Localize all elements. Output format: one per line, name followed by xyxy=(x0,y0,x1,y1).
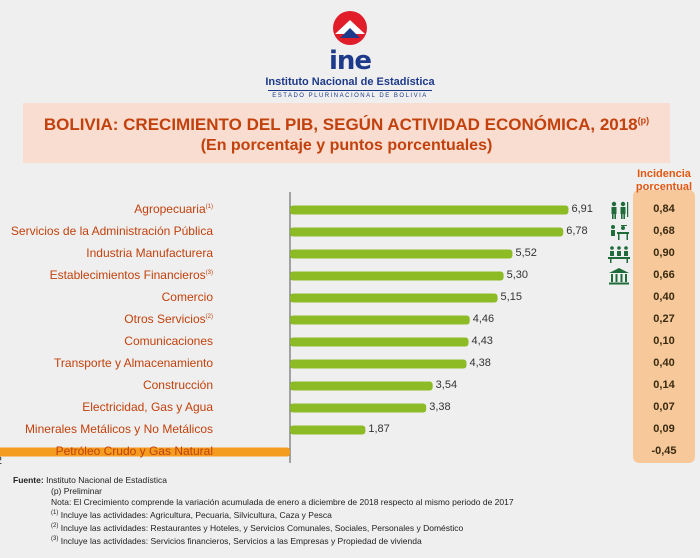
footnote-2 xyxy=(13,521,693,534)
category-label-text: Industria Manufacturera xyxy=(86,246,213,260)
incidence-value: 0,14 xyxy=(653,379,675,391)
footnote-2-text: Incluye las actividades: Restaurantes y Hoteles, y Servicios Comunales, Sociales, Personales y Doméstico xyxy=(60,522,464,533)
category-label-text: Agropecuaria xyxy=(134,202,206,216)
footnote-1-mark: (1) xyxy=(51,510,59,516)
category-label xyxy=(134,202,213,216)
data-label: 6,78 xyxy=(566,225,588,237)
category-label xyxy=(56,444,213,458)
category-label-text: Petróleo Crudo y Gas Natural xyxy=(55,444,213,458)
preliminary-note: (p) Preliminar xyxy=(51,486,103,496)
bar xyxy=(290,228,563,237)
incidence-value: 0,40 xyxy=(653,357,675,369)
factory-workers-icon xyxy=(608,245,630,263)
category-footnote-mark: (1) xyxy=(205,204,213,210)
incidence-value: 0,66 xyxy=(653,269,675,281)
bar xyxy=(290,360,467,369)
footnote-3-text: Incluye las actividades: Servicios financieros, Servicios a las Empresas y Propiedad de vivienda xyxy=(60,535,422,546)
incidence-value: 0,09 xyxy=(653,423,675,435)
data-label: 4,43 xyxy=(471,335,493,347)
source-text: Instituto Nacional de Estadística xyxy=(46,475,168,485)
farmers-icon xyxy=(608,201,630,219)
source-label: Fuente: xyxy=(13,475,44,485)
footnote-3 xyxy=(13,534,693,547)
bar xyxy=(290,294,498,303)
logo-text: ine xyxy=(328,46,372,76)
footnote-3-mark: (3) xyxy=(51,535,59,542)
incidence-value: 0,90 xyxy=(653,247,675,259)
category-label-text: Otros Servicios xyxy=(124,312,206,326)
bar xyxy=(290,382,433,391)
public-admin-icon xyxy=(608,223,630,241)
bar xyxy=(290,206,568,215)
data-label: 1,87 xyxy=(368,423,390,435)
data-label xyxy=(0,455,2,467)
state-name: ESTADO PLURINACIONAL DE BOLIVIA xyxy=(272,93,428,99)
bar xyxy=(290,250,512,259)
chart-title-sup: (p) xyxy=(637,115,650,126)
footnote-2-mark: (2) xyxy=(51,522,59,529)
data-label: 5,30 xyxy=(506,269,528,281)
category-label-text: Transporte y Almacenamiento xyxy=(54,356,213,370)
chart-title-text: BOLIVIA: CRECIMIENTO DEL PIB, SEGÚN ACTIVIDAD ECONÓMICA, 2018 xyxy=(43,115,638,134)
data-label: 3,54 xyxy=(435,379,458,391)
bar xyxy=(290,272,504,281)
data-label: 3,38 xyxy=(429,401,451,413)
chart-subtitle: (En porcentaje y puntos porcentuales) xyxy=(200,137,493,154)
category-footnote-mark: (2) xyxy=(205,314,213,320)
category-label xyxy=(25,422,213,436)
category-label-text: Comunicaciones xyxy=(124,334,213,348)
source-line xyxy=(13,475,693,486)
incidence-value: 0,68 xyxy=(653,225,675,237)
footnote-1 xyxy=(13,508,693,521)
category-label xyxy=(50,268,213,282)
bar xyxy=(290,316,470,325)
category-footnote-mark: (3) xyxy=(205,270,213,276)
bar xyxy=(290,338,469,347)
category-label-text: Servicios de la Administración Pública xyxy=(10,224,213,238)
data-label: 5,15 xyxy=(500,291,522,303)
data-label: 6,91 xyxy=(571,203,593,215)
data-label: 5,52 xyxy=(515,247,537,259)
category-label-text: Electricidad, Gas y Agua xyxy=(82,400,213,414)
footnote-1-text: Incluye las actividades: Agricultura, Pecuaria, Silvicultura, Caza y Pesca xyxy=(60,509,332,520)
category-label-text: Minerales Metálicos y No Metálicos xyxy=(24,422,213,436)
bar xyxy=(290,426,365,435)
growth-note: Nota: El Crecimiento comprende la variación acumulada de enero a diciembre de 2018 respecto al mismo periodo de 2017 xyxy=(51,497,514,507)
incidence-header: Incidencia porcentual xyxy=(635,168,693,193)
category-label xyxy=(124,334,213,348)
category-label-text: Comercio xyxy=(161,290,213,304)
category-label xyxy=(86,246,213,260)
footnotes xyxy=(13,475,693,546)
category-label xyxy=(124,312,213,326)
category-label xyxy=(11,224,213,238)
category-label xyxy=(162,290,213,304)
incidence-value: 0,84 xyxy=(653,203,675,215)
incidence-value: 0,27 xyxy=(653,313,675,325)
bank-icon xyxy=(608,267,630,285)
category-label-text: Construcción xyxy=(142,378,213,392)
incidence-value: 0,07 xyxy=(653,401,675,413)
category-label xyxy=(143,378,213,392)
incidence-value: 0,10 xyxy=(653,335,675,347)
bar xyxy=(290,404,426,413)
incidence-value: -0,45 xyxy=(651,445,677,457)
data-label: 4,46 xyxy=(472,313,495,325)
category-label xyxy=(54,356,213,370)
category-label-text: Establecimientos Financieros xyxy=(49,268,206,282)
category-label xyxy=(82,400,213,414)
incidence-value: 0,40 xyxy=(653,291,675,303)
data-label: 4,38 xyxy=(469,357,491,369)
institute-name: Instituto Nacional de Estadística xyxy=(265,76,435,88)
